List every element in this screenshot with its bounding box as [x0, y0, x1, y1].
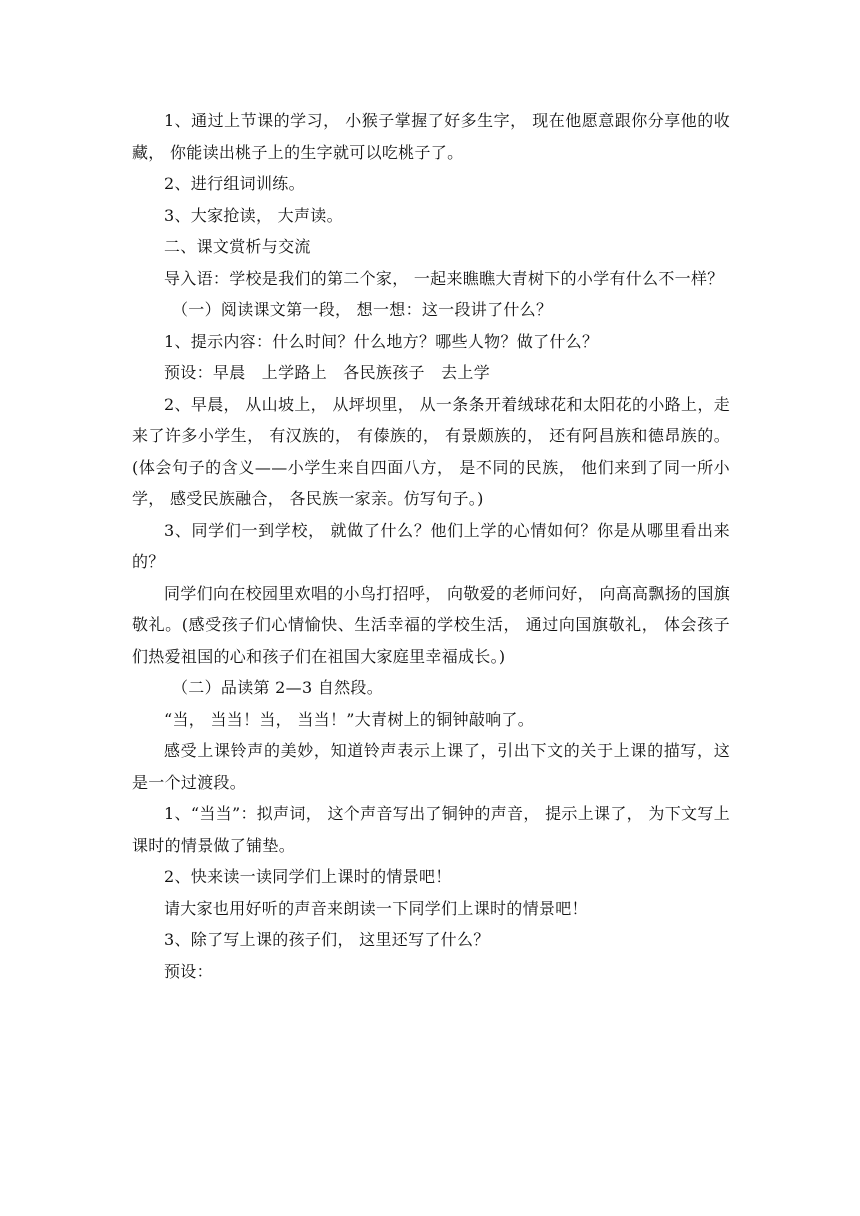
paragraph: 同学们向在校园里欢唱的小鸟打招呼， 向敬爱的老师问好， 向高高飘扬的国旗敬礼。(感受孩子们心情愉快、生活幸福的学校生活， 通过向国旗敬礼， 体会孩子们热爱祖国的心和孩子们在祖国大家庭里幸福成长。) [132, 583, 730, 666]
paragraph: 导入语：学校是我们的第二个家， 一起来瞧瞧大青树下的小学有什么不一样？ [164, 268, 724, 288]
subsection-heading: （一）阅读课文第一段， 想一想：这一段讲了什么？ [172, 300, 553, 319]
paragraph: 感受上课铃声的美妙，知道铃声表示上课了，引出下文的关于上课的描写，这是一个过渡段。 [132, 741, 730, 792]
paragraph: 2、快来读一读同学们上课时的情景吧！ [164, 867, 452, 886]
paragraph: 3、大家抢读， 大声读。 [164, 205, 343, 225]
paragraph: 1、提示内容：什么时间？什么地方？哪些人物？做了什么？ [164, 331, 599, 351]
paragraph: 请大家也用好听的声音来朗读一下同学们上课时的情景吧！ [164, 898, 588, 918]
subsection-heading: （二）品读第 2—3 自然段。 [172, 678, 384, 697]
section-heading: 二、课文赏析与交流 [164, 237, 311, 256]
paragraph: 1、“当当”：拟声词， 这个声音写出了铜钟的声音， 提示上课了， 为下文写上课时的情景做了铺垫。 [132, 804, 730, 855]
paragraph: 3、同学们一到学校， 就做了什么？他们上学的心情如何？你是从哪里看出来的？ [132, 520, 730, 571]
paragraph: 3、除了写上课的孩子们， 这里还写了什么？ [164, 930, 490, 949]
paragraph: 2、进行组词训练。 [164, 174, 305, 193]
paragraph: “当， 当当！当， 当当！”大青树上的铜钟敲响了。 [164, 709, 535, 729]
paragraph: 2、早晨， 从山坡上， 从坪坝里， 从一条条开着绒球花和太阳花的小路上，走来了许多小学生， 有汉族的， 有傣族的， 有景颇族的， 还有阿昌族和德昂族的。(体会句子的含义——小学生来自四面八方， 是不同的民族， 他们来到了同一所小学， 感受民族融合， 各民族一家亲。仿写句子。) [132, 394, 730, 508]
paragraph: 预设：早晨 上学路上 各民族孩子 去上学 [164, 363, 491, 382]
paragraph: 1、通过上节课的学习， 小猴子掌握了好多生字， 现在他愿意跟你分享他的收藏， 你能读出桃子上的生字就可以吃桃子了。 [132, 111, 730, 162]
paragraph: 预设： [164, 961, 213, 981]
document-body [132, 105, 730, 987]
